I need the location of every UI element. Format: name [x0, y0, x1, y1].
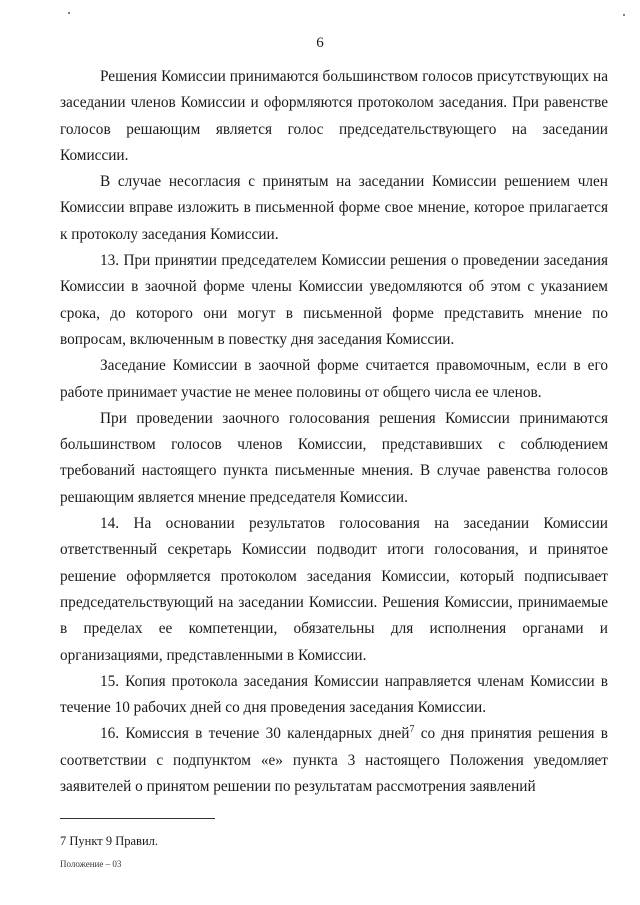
paragraph: 14. На основании результатов голосования на заседании Комиссии ответственный секретарь Комиссии подводит итоги голосования, и принятое решение оформляется протоколом заседания Комиссии, который подписывает председательствующий на заседании Комиссии. Решения Комиссии, принимаемые в пределах ее компетенции, обязательны для исполнения органами и организациями, представленными в Комиссии. [60, 515, 608, 664]
scan-speck [68, 12, 70, 14]
footnote: 7 Пункт 9 Правил. [60, 834, 158, 848]
paragraph: Решения Комиссии принимаются большинством голосов присутствующих на заседании членов Комиссии и оформляются протоколом заседания. При равенстве голосов решающим является голос председательствующего на заседании Комиссии. [60, 68, 608, 164]
paragraph: 15. Копия протокола заседания Комиссии направляется членам Комиссии в течение 10 рабочих дней со дня проведения заседания Комиссии. [60, 672, 608, 717]
paragraph-16-start: 16. Комиссия в течение 30 календарных дней [100, 725, 410, 743]
footnote-separator [60, 818, 215, 819]
paragraph: В случае несогласия с принятым на заседании Комиссии решением член Комиссии вправе изложить в письменной форме свое мнение, которое прилагается к протоколу заседания Комиссии. [60, 173, 608, 243]
paragraph-16-rest: со дня принятия решения в соответствии с подпунктом «е» пункта 3 настоящего Положения уведомляет заявителей о принятом решении по результатам рассмотрения заявлений [60, 725, 608, 796]
document-footer: Положение – 03 [60, 859, 122, 869]
paragraph: Заседание Комиссии в заочной форме считается правомочным, если в его работе принимает участие не менее половины от общего числа ее членов. [60, 357, 608, 401]
paragraph-16 [60, 721, 608, 800]
paragraph: 13. При принятии председателем Комиссии решения о проведении заседания Комиссии в заочной форме члены Комиссии уведомляются об этом с указанием срока, до которого они могут в письменной форме представить мнение по вопросам, включенным в повестку дня заседания Комиссии. [60, 252, 608, 348]
scan-speck [623, 14, 625, 16]
paragraph: При проведении заочного голосования решения Комиссии принимаются большинством голосов членов Комиссии, представивших с соблюдением требований настоящего пункта письменные мнения. В случае равенства голосов решающим является мнение председателя Комиссии. [60, 409, 608, 506]
footnote-reference: 7 [409, 724, 415, 736]
body-text [60, 64, 608, 800]
page-number: 6 [316, 35, 324, 51]
